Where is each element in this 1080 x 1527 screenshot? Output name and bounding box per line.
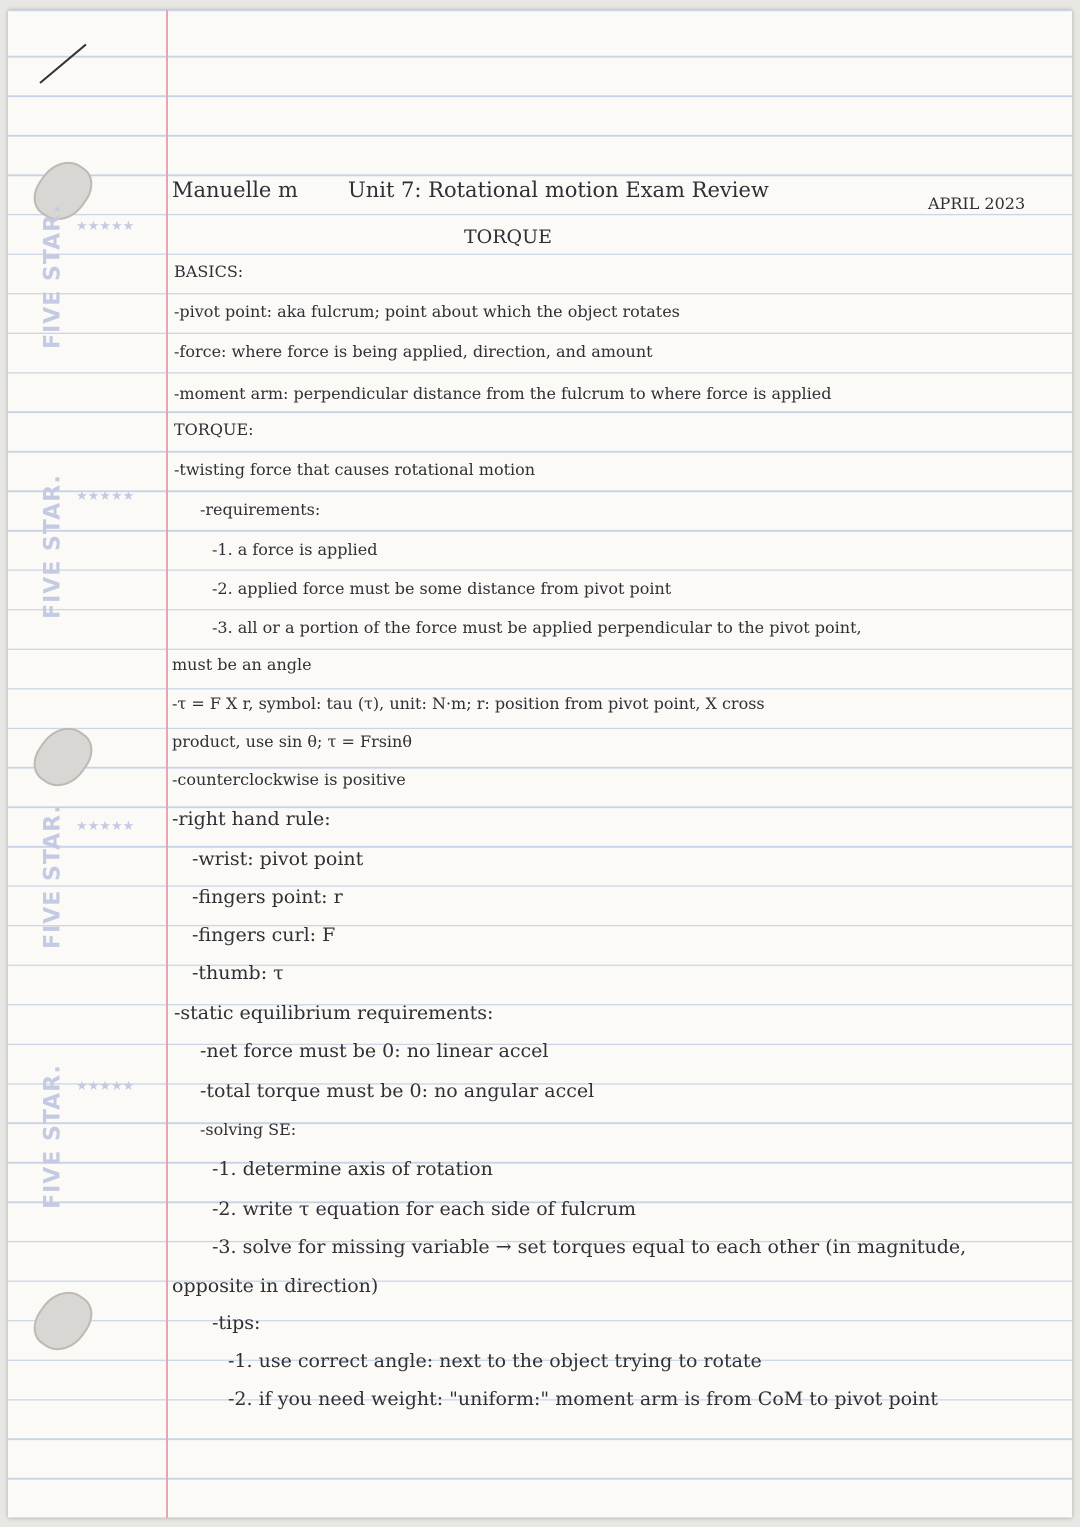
note-line: -right hand rule: (172, 808, 331, 830)
brand-label: FIVE STAR. (40, 1064, 66, 1209)
note-line: -1. use correct angle: next to the object trying to rotate (228, 1350, 762, 1372)
note-line: -total torque must be 0: no angular accel (200, 1080, 595, 1102)
brand-stars: ★★★★★ (76, 489, 135, 504)
section-title: TORQUE (464, 226, 553, 248)
note-line: -thumb: τ (192, 962, 284, 984)
note-line: -2. if you need weight: "uniform:" moment arm is from CoM to pivot point (228, 1388, 939, 1410)
note-line: must be an angle (172, 655, 312, 674)
note-line: -static equilibrium requirements: (174, 1002, 494, 1024)
note-line: -fingers curl: F (192, 924, 336, 946)
brand-mark (18, 1064, 135, 1220)
notebook-page (8, 10, 1072, 1518)
brand-mark (18, 474, 135, 630)
note-line: -fingers point: r (192, 886, 343, 908)
brand-stars: ★★★★★ (76, 1079, 135, 1094)
note-line: -twisting force that causes rotational motion (174, 460, 536, 479)
binder-hole (25, 1281, 102, 1360)
binder-hole (25, 717, 102, 796)
brand-label: FIVE STAR. (40, 204, 66, 349)
note-line: -2. write τ equation for each side of fulcrum (212, 1198, 637, 1220)
note-line: -solving SE: (200, 1120, 297, 1139)
brand-label: FIVE STAR. (40, 804, 66, 949)
note-line: -force: where force is being applied, direction, and amount (174, 342, 653, 361)
note-line: -1. determine axis of rotation (212, 1158, 493, 1180)
brand-stars: ★★★★★ (76, 219, 135, 234)
page-title: Unit 7: Rotational motion Exam Review (348, 178, 769, 202)
note-line: -τ = F X r, symbol: tau (τ), unit: N·m; r: position from pivot point, X cross (172, 694, 765, 713)
date: APRIL 2023 (928, 194, 1026, 213)
note-line: -pivot point: aka fulcrum; point about which the object rotates (174, 302, 680, 321)
note-line: -3. solve for missing variable → set torques equal to each other (in magnitude, (212, 1236, 967, 1258)
note-line: -1. a force is applied (212, 540, 378, 559)
note-line: TORQUE: (174, 420, 254, 439)
author-name: Manuelle m (172, 178, 298, 202)
note-line: product, use sin θ; τ = Frsinθ (172, 732, 412, 751)
note-line: -wrist: pivot point (192, 848, 364, 870)
brand-mark (18, 804, 135, 960)
pen-stroke (39, 44, 86, 84)
note-line: BASICS: (174, 262, 244, 281)
note-line: -moment arm: perpendicular distance from the fulcrum to where force is applied (174, 384, 832, 403)
note-line: -tips: (212, 1312, 261, 1334)
margin-line (166, 10, 168, 1518)
brand-stars: ★★★★★ (76, 819, 135, 834)
note-line: opposite in direction) (172, 1275, 379, 1297)
note-line: -requirements: (200, 500, 321, 519)
note-line: -2. applied force must be some distance from pivot point (212, 579, 672, 598)
brand-mark (18, 204, 135, 360)
note-line: -net force must be 0: no linear accel (200, 1040, 549, 1062)
brand-label: FIVE STAR. (40, 474, 66, 619)
note-line: -counterclockwise is positive (172, 770, 406, 789)
note-line: -3. all or a portion of the force must be applied perpendicular to the pivot point, (212, 618, 862, 637)
